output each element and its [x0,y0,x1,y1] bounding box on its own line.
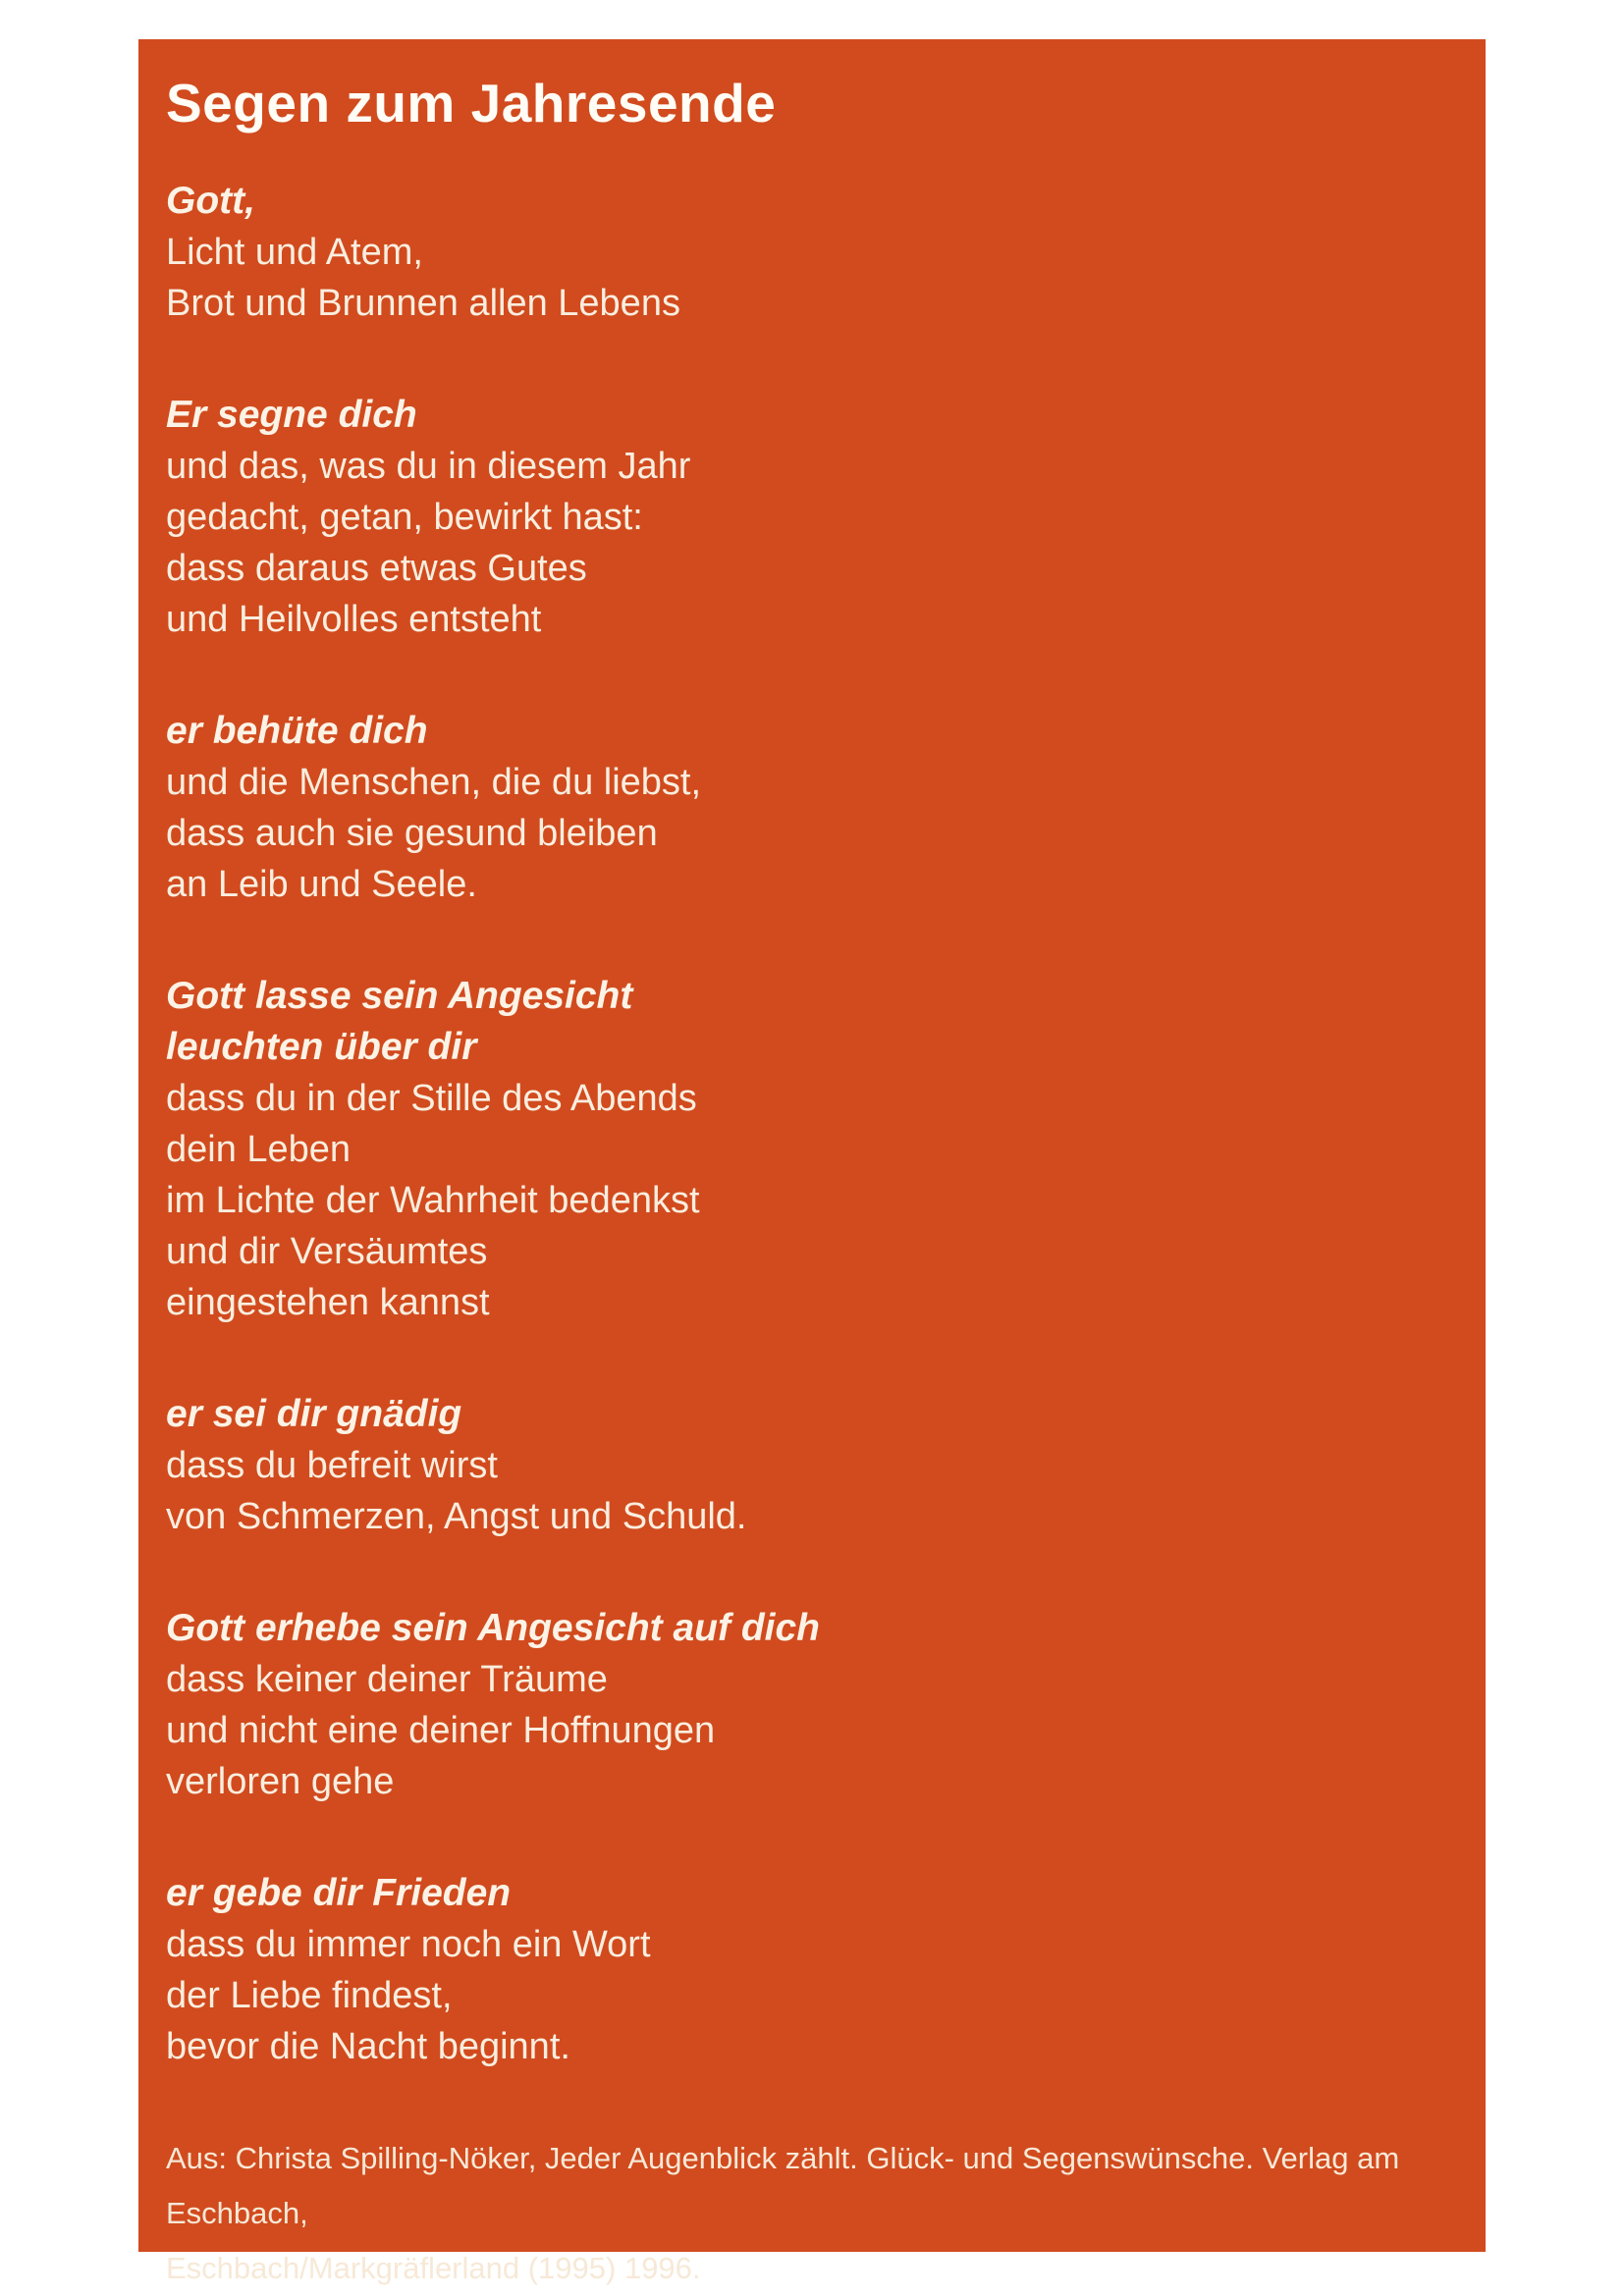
poem-line: dein Leben [166,1129,352,1170]
poem-line: dass du immer noch ein Wort [166,1924,651,1965]
poem-line: Brot und Brunnen allen Lebens [166,283,680,324]
stanza-6 [166,1603,1446,1807]
stanza-2 [166,390,1446,645]
poem-line: und dir Versäumtes [166,1231,488,1272]
stanza-4 [166,971,1446,1328]
poem-line: Licht und Atem, [166,232,423,273]
poem-line: und nicht eine deiner Hoffnungen [166,1710,716,1751]
poem-line: bevor die Nacht beginnt. [166,2026,570,2067]
poem-line: dass keiner deiner Träume [166,1659,608,1700]
poem-line: verloren gehe [166,1761,395,1802]
source-citation-line: Aus: Christa Spilling-Nöker, Jeder Augenblick zählt. Glück- und Segenswünsche. Verlag am Eschbach, [166,2141,1400,2230]
stanza-3 [166,706,1446,910]
source-citation-line: Eschbach/Markgräflerland (1995) 1996. [166,2251,701,2285]
stanza-1 [166,176,1446,329]
poem-line: und das, was du in diesem Jahr [166,446,691,487]
poem-line: und die Menschen, die du liebst, [166,762,702,803]
stanza-5 [166,1389,1446,1542]
poem-line: eingestehen kannst [166,1282,490,1323]
poem-line: und Heilvolles entsteht [166,599,542,640]
blessing-card [138,39,1486,2285]
stanza-header-line: Gott lasse sein Angesicht [166,975,633,1017]
poem-line: dass du befreit wirst [166,1445,498,1486]
page-title: Segen zum Jahresende [166,73,777,133]
poem-line: der Liebe findest, [166,1975,453,2016]
poem-line: dass du in der Stille des Abends [166,1078,697,1119]
stanza-header-line: Gott, [166,180,255,222]
poem-line: dass auch sie gesund bleiben [166,813,658,854]
stanza-header-line: er behüte dich [166,710,428,752]
source-citation [166,2131,1446,2296]
poem-line: an Leib und Seele. [166,864,477,905]
poem-line: im Lichte der Wahrheit bedenkst [166,1180,700,1221]
stanza-header-line: leuchten über dir [166,1026,477,1068]
stanza-header-line: er gebe dir Frieden [166,1872,512,1914]
stanza-header-line: Gott erhebe sein Angesicht auf dich [166,1607,820,1649]
poem-line: von Schmerzen, Angst und Schuld. [166,1496,747,1537]
stanza-7 [166,1868,1446,2072]
poem-line: gedacht, getan, bewirkt hast: [166,497,643,538]
stanza-header-line: Er segne dich [166,394,417,436]
poem-line: dass daraus etwas Gutes [166,548,587,589]
stanza-header-line: er sei dir gnädig [166,1393,462,1435]
